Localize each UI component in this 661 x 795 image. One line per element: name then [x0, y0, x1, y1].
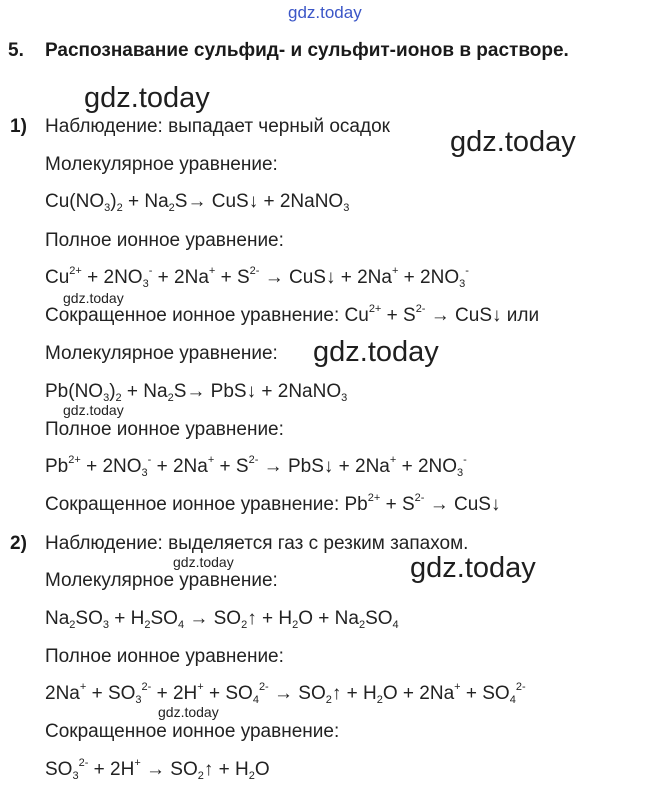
short-ionic-equation-cu: Сокращенное ионное уравнение: $Cu^{2+} + S^{2-}$ → CuS↓ или	[45, 303, 540, 326]
part1-number: 1)	[10, 116, 27, 137]
short-ionic-equation-label: Сокращенное ионное уравнение:	[45, 721, 340, 742]
molecular-equation-label: Молекулярное уравнение:	[45, 343, 278, 364]
part1-observation: Наблюдение: выпадает черный осадок	[45, 116, 390, 137]
or-word: или	[506, 305, 540, 326]
watermark-small: gdz.today	[158, 704, 219, 720]
equation-cu-full-ionic: $Cu^{2+} + 2NO_3^- + 2Na^+ + S^{2-}$ → CuS↓ + $2Na^+ + 2NO_3^-$	[45, 265, 469, 290]
molecular-equation-label: Молекулярное уравнение:	[45, 570, 278, 591]
watermark-small: gdz.today	[63, 290, 124, 306]
part2-number: 2)	[10, 533, 27, 554]
equation-so3-molecular: $Na_2SO_3 + H_2SO_4$ → $SO_2↑ + H_2O + Na_2SO_4$	[45, 608, 399, 631]
watermark-small: gdz.today	[173, 554, 234, 570]
watermark-top: gdz.today	[288, 3, 362, 22]
full-ionic-equation-label: Полное ионное уравнение:	[45, 419, 284, 440]
watermark: gdz.today	[84, 82, 210, 114]
equation-so3-full-ionic: $2Na^+ + SO_3^{2-} + 2H^+ + SO_4^{2-}$ → $SO_2↑ + H_2O + 2Na^+ + SO_4^{2-}$	[45, 681, 526, 706]
equation-cu-molecular: $Cu(NO_3)_2 + Na_2S\to$ CuS↓ + 2NaNO$_3$	[45, 191, 350, 214]
task-title: Распознавание сульфид- и сульфит-ионов в растворе.	[45, 40, 569, 61]
full-ionic-equation-label: Полное ионное уравнение:	[45, 646, 284, 667]
watermark: gdz.today	[450, 126, 576, 158]
short-ionic-equation-label: Сокращенное ионное уравнение:	[45, 305, 340, 326]
watermark: gdz.today	[410, 552, 536, 584]
short-ionic-equation-pb: Сокращенное ионное уравнение: $Pb^{2+} + S^{2-}$ → CuS↓	[45, 492, 501, 515]
watermark-small: gdz.today	[63, 402, 124, 418]
short-ionic-equation-label: Сокращенное ионное уравнение:	[45, 494, 340, 515]
molecular-equation-label: Молекулярное уравнение:	[45, 154, 278, 175]
equation-pb-full-ionic: $Pb^{2+} + 2NO_3^- + 2Na^+ + S^{2-}$ → PbS↓ + $2Na^+ + 2NO_3^-$	[45, 454, 467, 479]
part2-observation: Наблюдение: выделяется газ с резким запахом.	[45, 533, 469, 554]
watermark: gdz.today	[313, 336, 439, 368]
task-number: 5.	[8, 40, 24, 61]
equation-so3-short-ionic: $SO_3^{2-} + 2H^+$ → $SO_2↑ + H_2O$	[45, 757, 270, 782]
equation-pb-molecular: $Pb(NO_3)_2 + Na_2S\to$ PbS↓ + 2NaNO$_3$	[45, 381, 348, 404]
full-ionic-equation-label: Полное ионное уравнение:	[45, 230, 284, 251]
